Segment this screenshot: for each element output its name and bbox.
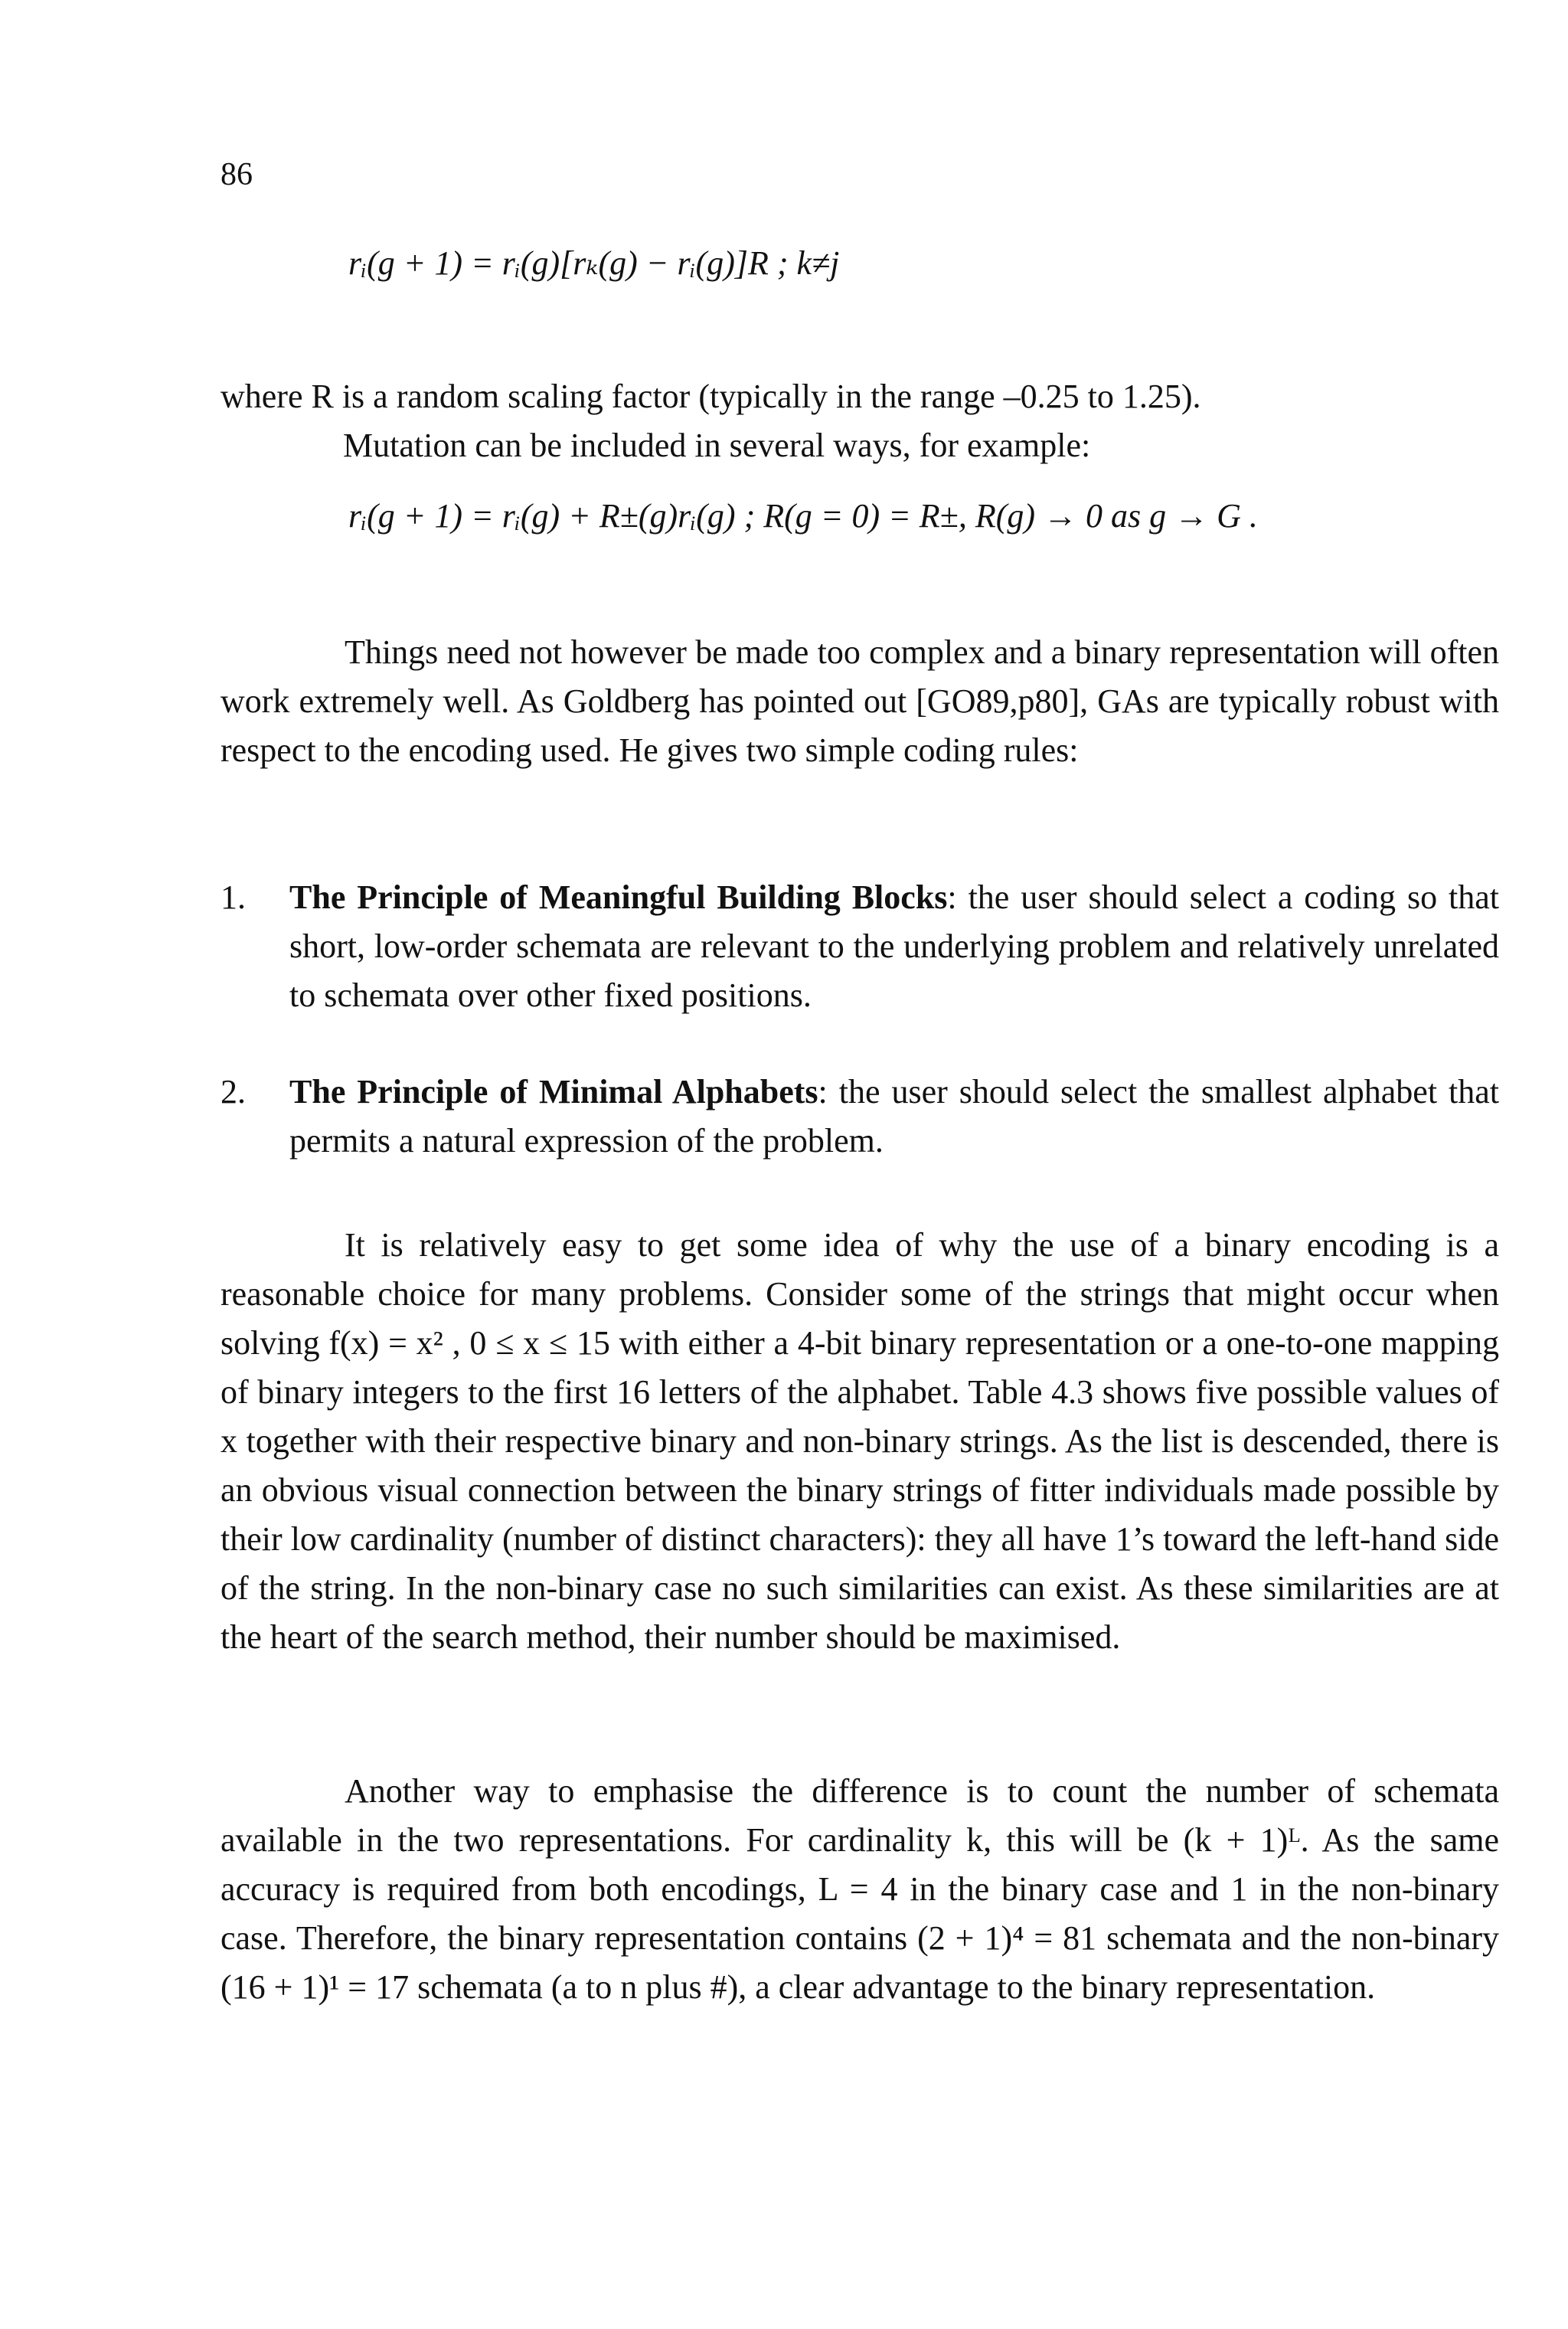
rule-title: The Principle of Meaningful Building Blocks bbox=[289, 878, 948, 916]
page-number: 86 bbox=[220, 157, 253, 192]
things-paragraph bbox=[220, 628, 1499, 775]
rule-number: 2. bbox=[220, 1073, 246, 1111]
equation-mutation: rᵢ(g + 1) = rᵢ(g) + R±(g)rᵢ(g) ; R(g = 0) = R±, R(g) → 0 as g → G . bbox=[348, 497, 1258, 535]
equation-crossover: rᵢ(g + 1) = rᵢ(g)[rₖ(g) − rᵢ(g)]R ; k≠j bbox=[348, 244, 840, 282]
schemata-paragraph bbox=[220, 1767, 1499, 2012]
rule-number: 1. bbox=[220, 878, 246, 916]
where-paragraph bbox=[220, 372, 1484, 470]
things-text: Things need not however be made too complex and a binary representation will often work extremely well. As Goldberg has pointed out [GO89,p80], GAs are typically robust with respect to the encoding used. He gives two simple coding rules: bbox=[220, 633, 1499, 769]
rule-text: : the user should select the smallest alphabet that permits a natural expression of the problem. bbox=[289, 1073, 1499, 1160]
coding-rules-list bbox=[220, 873, 1499, 1166]
rule-title: The Principle of Minimal Alphabets bbox=[289, 1073, 818, 1111]
rule-item bbox=[220, 1068, 1499, 1166]
schemata-text: Another way to emphasise the difference is to count the number of schemata available in the two representations. For cardinality k, this will be (k + 1)ᴸ. As the same accuracy is required from both encodings, L = 4 in the binary case and 1 in the non-binary case. Therefore, the binary representation contains (2 + 1)⁴ = 81 schemata and the non-binary (16 + 1)¹ = 17 schemata (a to n plus #), a clear advantage to the binary representation. bbox=[220, 1772, 1499, 2006]
where-text: where R is a random scaling factor (typically in the range –0.25 to 1.25). bbox=[220, 378, 1201, 415]
mutation-text: Mutation can be included in several ways, for example: bbox=[343, 427, 1091, 464]
binary-encoding-text: It is relatively easy to get some idea of why the use of a binary encoding is a reasonable choice for many problems. Consider some of the strings that might occur when solving f(x) = x² , 0 ≤ x ≤ 15 with either a 4-bit binary representation or a one-to-one mapping of binary integers to the first 16 letters of the alphabet. Table 4.3 shows five possible values of x together with their respective binary and non-binary strings. As the list is descended, there is an obvious visual connection between the binary strings of fitter individuals made possible by their low cardinality (number of distinct characters): they all have 1’s toward the left-hand side of the string. In the non-binary case no such similarities can exist. As these similarities are at the heart of the search method, their number should be maximised. bbox=[220, 1226, 1499, 1656]
rule-text: : the user should select a coding so that short, low-order schemata are relevant to the underlying problem and relatively unrelated to schemata over other fixed positions. bbox=[289, 878, 1500, 1014]
rule-item bbox=[220, 873, 1499, 1020]
binary-encoding-paragraph bbox=[220, 1221, 1499, 1662]
